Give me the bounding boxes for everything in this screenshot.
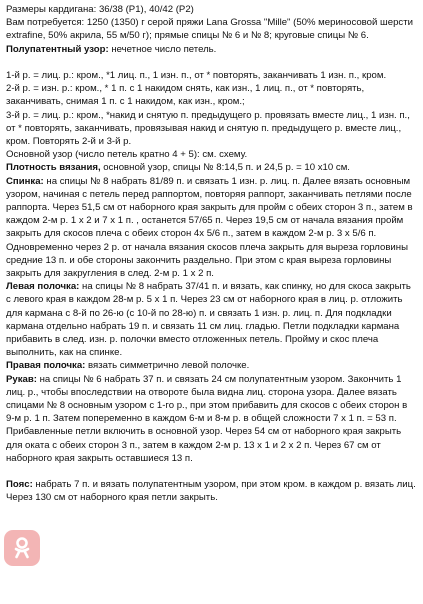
density-label: Плотность вязания, (6, 162, 101, 174)
sleeve-text: на спицы № 6 набрать 37 п. и связать 24 см полупатентным узором. Закончить 1 лиц. р., чтобы впоследствии на отвороте была видна лиц. сторона узора. Далее вязать спицами № 8 основным узором с 1-го р., при этом прибавить для скосов с обеих сторон в 9-м р. 1 п. Затем попеременно в каждом 6-м и 8-м р. в общей сложности 7 х 1 п. = 53 п. Прибавленные петли включить в основной узор. Через 54 см от наборного края закрыть для оката с обеих сторон 3 п., затем в каждом 2-м р. 13 х 1 и 2 х 2 п. Через 67 см от наборного края закрыть оставшиеся 13 п. (6, 373, 408, 464)
sleeve-paragraph (6, 373, 418, 465)
density-paragraph (6, 161, 418, 174)
sleeve-label: Рукав: (6, 373, 37, 385)
half-patent-heading (6, 43, 418, 56)
right-front-text: вязать симметрично левой полочке. (85, 360, 250, 372)
half-patent-row2: 2-й р. = изн. р.: кром., * 1 п. с 1 накидом снять, как изн., 1 лиц. п., от * повторять, заканчивать, снимая 1 п. с 1 накидом, как изн., кром.; (6, 83, 365, 108)
left-front-label: Левая полочка: (6, 281, 80, 293)
ok-logo-icon (4, 530, 40, 566)
back-label: Спинка: (6, 175, 44, 187)
density-text: основной узор, спицы № 8:14,5 п. и 24,5 р. = 10 х10 см. (100, 162, 350, 174)
sizes-line: Размеры кардигана: 36/38 (Р1), 40/42 (Р2) (6, 4, 194, 15)
belt-label: Пояс: (6, 479, 33, 491)
left-front-paragraph (6, 280, 418, 359)
right-front-label: Правая полочка: (6, 360, 86, 372)
half-patent-heading-text: нечетное число петель. (108, 43, 217, 55)
paragraph-gap (6, 56, 418, 69)
left-front-text: на спицы № 8 набрать 37/41 п. и вязать, как спинку, но для скоса закрыть с левого края в каждом 28-м р. 5 х 1 п. Через 23 см от наборного края в лиц. р. отложить для кармана с 8-й по 26-ю (с 10-й по 28-ю) п. и связать 1 изн. р. лиц. п. Для подкладки кармана отдельно набрать 19 п. и связать 11 см лиц. гладью. Петли подкладки кармана прибавить в след. изн. р. полочки вместо отложенных петель. Пройму и скос плеча выполнить, как на спинке. (6, 281, 411, 359)
belt-text: набрать 7 п. и вязать полупатентным узором, при этом кром. в каждом р. вязать лиц. Через 130 см от наборного края петли закрыть. (6, 479, 416, 504)
belt-paragraph (6, 478, 418, 504)
back-text: на спицы № 8 набрать 81/89 п. и связать 1 изн. р. лиц. п. Далее вязать основным узором, начиная с петель перед раппортом, повторяя раппорт, заканчивать петлями после раппорта. Через 51,5 см от наборного края закрыть для пройм с обеих сторон 3 п., затем в каждом 2-м р. 1 х 2 и 7 х 1 п. , останется 57/65 п. Через 19,5 см от начала вязания пройм закрыть для скосов плеча с обеих сторон 4х 5/6 п., затем в каждом 2-м р. 3 х 5/6 п. Одновременно через 2 р. от начала вязания скосов плеча закрыть для выреза горловины средние 13 п. и обе стороны закончить раздельно. При этом с края выреза горловины закрыть для закругления в след. 2-м р. 1 х 2 п. (6, 175, 413, 280)
main-pattern-line: Основной узор (число петель кратно 4 + 5): см. схему. (6, 149, 248, 161)
right-front-paragraph (6, 359, 418, 372)
half-patent-heading-label: Полупатентный узор: (6, 43, 109, 55)
half-patent-row1: 1-й р. = лиц. р.: кром., *1 лиц. п., 1 изн. п., от * повторять, заканчивать 1 изн. п., кром. (6, 70, 387, 81)
paragraph-gap (6, 465, 418, 478)
half-patent-row3: 3-й р. = лиц. р.: кром., *накид и снятую п. предыдущего р. провязать вместе лиц., 1 изн. п., от * повторять, заканчивать, провязывая накид и снятую п. предыдущего р. вместе лиц., кром. Повторять 2-й и 3-й р. (6, 109, 410, 148)
materials-paragraph: Вам потребуется: 1250 (1350) г серой пряжи Lana Grossa "Mille" (50% мериносовой шерсти extrafine, 50% акрила, 55 м/50 г); прямые спицы № 6 и № 8; круговые спицы № 6. (6, 17, 413, 42)
back-paragraph (6, 175, 418, 281)
